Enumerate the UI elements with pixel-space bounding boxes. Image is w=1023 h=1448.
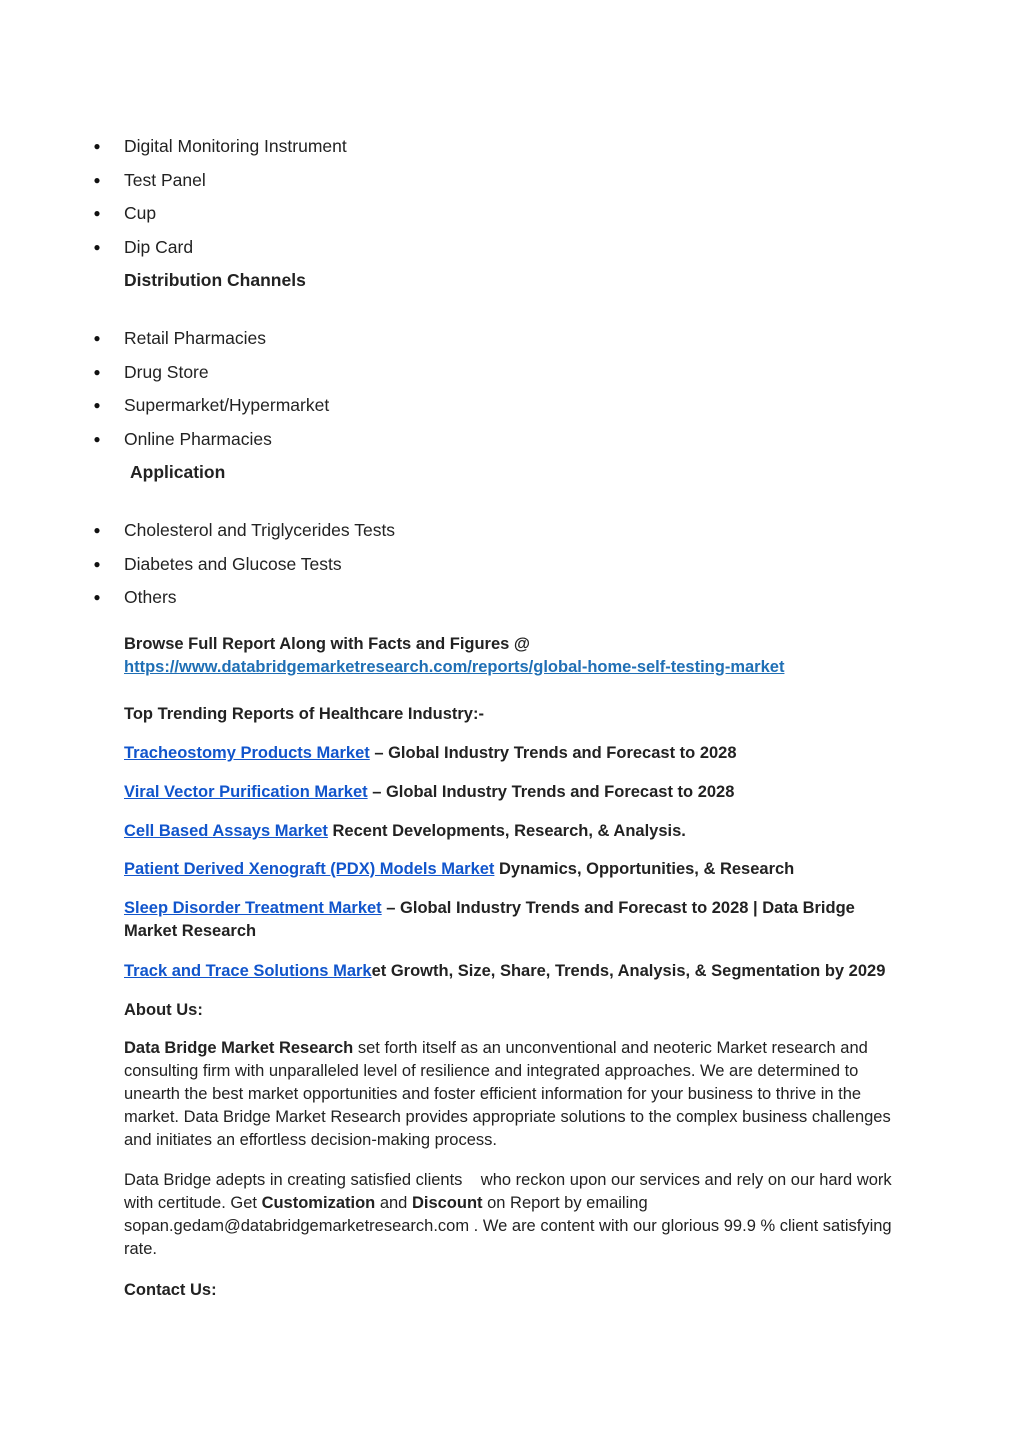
bullet-icon: ● — [93, 331, 101, 345]
bullet-icon: ● — [93, 556, 101, 571]
list-item: ● Dip Card — [0, 231, 1023, 265]
bullet-icon: ● — [93, 364, 101, 379]
about-us-paragraph-2: Data Bridge adepts in creating satisfied clients who reckon upon our services and rely on our hard work with certitude. Get Customization and Discount on Report by emailing sopan.gedam@databridgemarketresearch.com . We are content with our glorious 99.9 % client satisfying rate. — [124, 1171, 897, 1258]
browse-report-label: Browse Full Report Along with Facts and Figures @ — [124, 635, 531, 653]
bullet-icon: ● — [93, 431, 101, 446]
trending-report-link[interactable]: Cell Based Assays Market — [124, 822, 328, 840]
trending-report-item: Tracheostomy Products Market – Global Industry Trends and Forecast to 2028 — [124, 744, 737, 762]
list-item: ● Test Panel — [0, 164, 1023, 198]
trending-report-link[interactable]: Tracheostomy Products Market — [124, 744, 370, 762]
distribution-channels-list — [0, 322, 1023, 456]
report-url-link[interactable]: https://www.databridgemarketresearch.com/reports/global-home-self-testing-market — [124, 658, 785, 676]
product-type-list — [0, 130, 1023, 264]
trending-report-item: Track and Trace Solutions Market Growth, Size, Share, Trends, Analysis, & Segmentation by 2029 — [124, 962, 886, 980]
trending-report-item: Viral Vector Purification Market – Global Industry Trends and Forecast to 2028 — [124, 783, 735, 801]
list-item: ● Digital Monitoring Instrument — [0, 130, 1023, 164]
bullet-icon: ● — [93, 398, 101, 413]
trending-report-item: Cell Based Assays Market Recent Developments, Research, & Analysis. — [124, 822, 686, 840]
list-item: ● Drug Store — [0, 356, 1023, 390]
list-item: ● Cup — [0, 197, 1023, 231]
list-item: ● Supermarket/Hypermarket — [0, 389, 1023, 423]
about-us-heading: About Us: — [124, 1001, 203, 1019]
trending-report-link[interactable]: Patient Derived Xenograft (PDX) Models Market — [124, 860, 495, 878]
contact-us-heading: Contact Us: — [124, 1281, 217, 1299]
trending-reports-heading: Top Trending Reports of Healthcare Industry:- — [124, 705, 484, 723]
application-heading: Application — [130, 462, 226, 482]
list-item: ● Cholesterol and Triglycerides Tests — [0, 514, 1023, 548]
bullet-icon: ● — [93, 206, 101, 221]
bullet-icon: ● — [93, 139, 101, 153]
trending-report-link[interactable]: Viral Vector Purification Market — [124, 783, 368, 801]
trending-report-item: Patient Derived Xenograft (PDX) Models Market Dynamics, Opportunities, & Research — [124, 860, 795, 878]
list-item: ● Online Pharmacies — [0, 423, 1023, 457]
bullet-icon: ● — [93, 590, 101, 605]
bullet-icon: ● — [93, 523, 101, 537]
company-name: Data Bridge Market Research — [124, 1039, 354, 1057]
distribution-channels-heading: Distribution Channels — [124, 270, 306, 290]
list-item: ● Diabetes and Glucose Tests — [0, 548, 1023, 582]
list-item: ● Others — [0, 581, 1023, 615]
bullet-icon: ● — [93, 172, 101, 187]
trending-report-link[interactable]: Sleep Disorder Treatment Market — [124, 899, 382, 917]
bullet-icon: ● — [93, 239, 101, 254]
browse-report-block — [124, 633, 914, 679]
trending-report-link[interactable]: Track and Trace Solutions Mark — [124, 962, 372, 980]
trending-report-item: Sleep Disorder Treatment Market – Global Industry Trends and Forecast to 2028 | Data Bridge Market Research — [124, 899, 855, 940]
about-us-paragraph: Data Bridge Market Research set forth itself as an unconventional and neoteric Market research and consulting firm with unparalleled level of resilience and integrated approaches. We are determined to unearth the best market opportunities and foster efficient information for your business to thrive in the market. Data Bridge Market Research provides appropriate solutions to the complex business challenges and initiates an effortless decision-making process. — [124, 1039, 891, 1149]
application-list — [0, 514, 1023, 615]
list-item: ● Retail Pharmacies — [0, 322, 1023, 356]
